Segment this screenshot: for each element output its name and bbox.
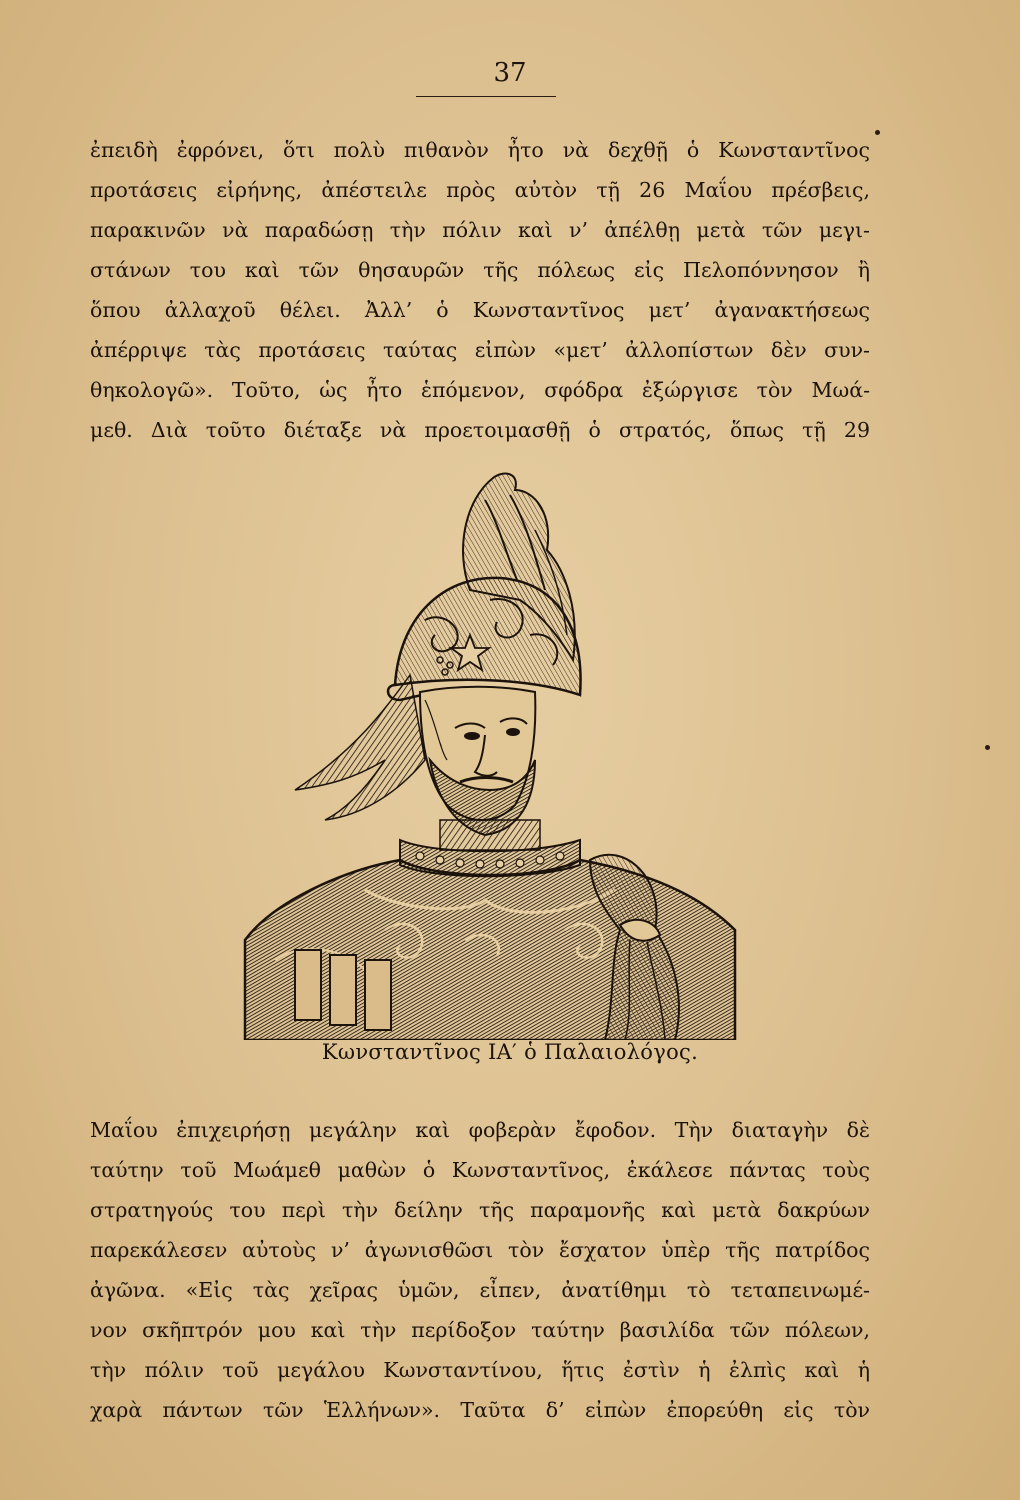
text-line: παρεκάλεσεν αὐτοὺς ν’ ἀγωνισθῶσι τὸν ἔσχατον ὑπὲρ τῆς πατρίδος [90, 1238, 870, 1262]
text-line: προτάσεις εἰρήνης, ἀπέστειλε πρὸς αὐτὸν τῇ 26 Μαΐου πρέσβεις, [90, 178, 870, 202]
header-rule [416, 96, 556, 97]
text-line: ἀπέρριψε τὰς προτάσεις ταύτας εἰπὼν «μετ’ ἀλλοπίστων δὲν συν- [90, 338, 870, 362]
text-line: στρατηγούς του περὶ τὴν δείλην τῆς παραμονῆς καὶ μετὰ δακρύων [90, 1198, 870, 1222]
paragraph-1 [90, 130, 870, 450]
text-line: ἐπειδὴ ἐφρόνει, ὅτι πολὺ πιθανὸν ἦτο νὰ δεχθῇ ὁ Κωνσταντῖνος [90, 138, 870, 162]
text-line: τὴν πόλιν τοῦ μεγάλου Κωνσταντίνου, ἥτις ἐστὶν ἡ ἐλπὶς καὶ ἡ [90, 1358, 870, 1382]
text-line: θηκολογῶ». Τοῦτο, ὡς ἦτο ἑπόμενον, σφόδρα ἐξώργισε τὸν Μωά- [90, 378, 870, 402]
paper-speck [875, 130, 880, 135]
text-line: Μαΐου ἐπιχειρήσῃ μεγάλην καὶ φοβερὰν ἔφοδον. Τὴν διαταγὴν δὲ [90, 1118, 870, 1142]
page-number: 37 [493, 58, 527, 88]
text-line: χαρὰ πάντων τῶν Ἑλλήνων». Ταῦτα δ’ εἰπὼν ἐπορεύθη εἰς τὸν [90, 1398, 870, 1422]
portrait-illustration [235, 460, 745, 1040]
paragraph-2 [90, 1110, 870, 1430]
portrait-engraving [235, 460, 745, 1040]
text-line: στάνων του καὶ τῶν θησαυρῶν τῆς πόλεως εἰς Πελοπόννησον ἢ [90, 258, 870, 282]
text-line: ὅπου ἀλλαχοῦ θέλει. Ἀλλ’ ὁ Κωνσταντῖνος μετ’ ἀγανακτήσεως [90, 298, 870, 322]
text-line: νον σκῆπτρόν μου καὶ τὴν περίδοξον ταύτην βασιλίδα τῶν πόλεων, [90, 1318, 870, 1342]
paper-speck [985, 745, 990, 750]
text-line: ἀγῶνα. «Εἰς τὰς χεῖρας ὑμῶν, εἶπεν, ἀνατίθημι τὸ τεταπεινωμέ- [90, 1278, 870, 1302]
text-line: μεθ. Διὰ τοῦτο διέταξε νὰ προετοιμασθῇ ὁ στρατός, ὅπως τῇ 29 [90, 418, 870, 442]
figure-caption: Κωνσταντῖνος ΙΑ′ ὁ Παλαιολόγος. [321, 1040, 699, 1064]
text-line: ταύτην τοῦ Μωάμεθ μαθὼν ὁ Κωνσταντῖνος, ἐκάλεσε πάντας τοὺς [90, 1158, 870, 1182]
text-line: παρακινῶν νὰ παραδώσῃ τὴν πόλιν καὶ ν’ ἀπέλθῃ μετὰ τῶν μεγι- [90, 218, 870, 242]
